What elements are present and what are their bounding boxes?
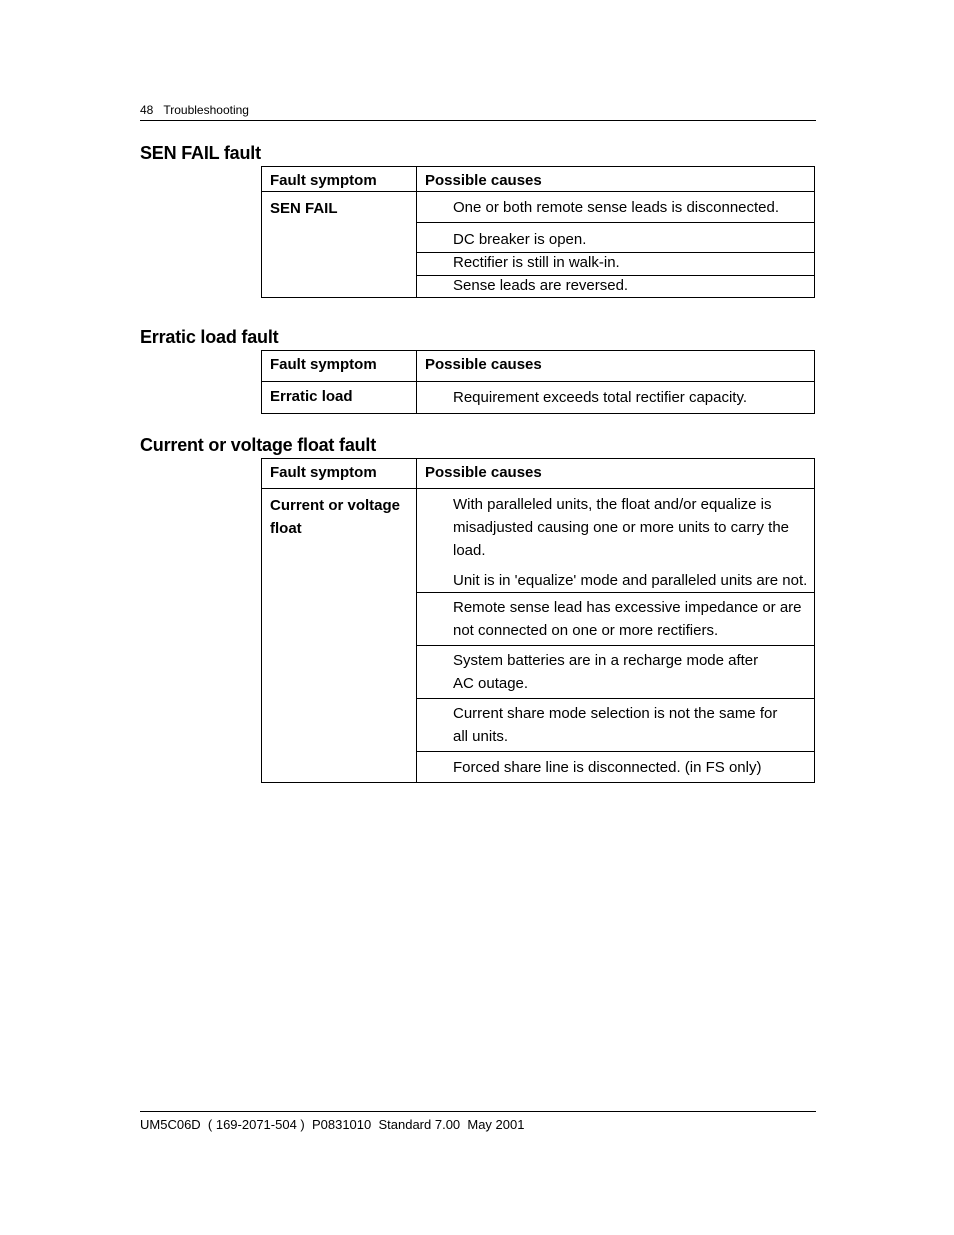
erratic-load-table xyxy=(261,350,815,414)
column-header-symptom: Fault symptom xyxy=(262,167,417,192)
cause-cell: System batteries are in a recharge mode after AC outage. xyxy=(417,646,815,699)
column-header-causes: Possible causes xyxy=(417,351,815,382)
cause-text: With paralleled units, the float and/or equalize is misadjusted causing one or more units to carry the load. xyxy=(453,496,789,559)
cause-cell: One or both remote sense leads is disconnected. xyxy=(417,192,815,223)
table-row xyxy=(262,192,815,223)
section-title-current-voltage-float: Current or voltage float fault xyxy=(140,435,377,455)
current-voltage-float-table xyxy=(261,458,815,783)
sen-fail-table xyxy=(261,166,815,298)
page-footer: UM5C06D ( 169-2071-504 ) P0831010 Standard 7.00 May 2001 xyxy=(140,1111,816,1133)
symptom-cell: Erratic load xyxy=(262,382,417,414)
table-header-row xyxy=(262,351,815,382)
column-header-symptom: Fault symptom xyxy=(262,351,417,382)
cause-cell: Forced share line is disconnected. (in FS only) xyxy=(417,752,815,783)
cause-cell: Rectifier is still in walk-in. xyxy=(417,253,815,276)
cause-cell: Current share mode selection is not the same for all units. xyxy=(417,699,815,752)
cause-cell xyxy=(417,489,815,593)
section-title-erratic-load: Erratic load fault xyxy=(140,327,279,347)
section-title-sen-fail: SEN FAIL fault xyxy=(140,143,261,163)
cause-cell: DC breaker is open. xyxy=(417,223,815,253)
cause-cell: Remote sense lead has excessive impedance or are not connected on one or more rectifiers. xyxy=(417,593,815,646)
running-section-title: Troubleshooting xyxy=(163,103,249,117)
column-header-symptom: Fault symptom xyxy=(262,459,417,489)
page-header xyxy=(140,102,816,121)
table-header-row xyxy=(262,459,815,489)
page-number: 48 xyxy=(140,103,154,117)
symptom-cell: Current or voltage float xyxy=(262,489,417,783)
cause-cell: Requirement exceeds total rectifier capacity. xyxy=(417,382,815,414)
table-row xyxy=(262,489,815,593)
column-header-causes: Possible causes xyxy=(417,167,815,192)
cause-text: Unit is in 'equalize' mode and paralleled units are not. xyxy=(453,572,808,589)
table-header-row xyxy=(262,167,815,192)
column-header-causes: Possible causes xyxy=(417,459,815,489)
symptom-cell: SEN FAIL xyxy=(262,192,417,298)
table-row xyxy=(262,382,815,414)
cause-cell: Sense leads are reversed. xyxy=(417,276,815,298)
